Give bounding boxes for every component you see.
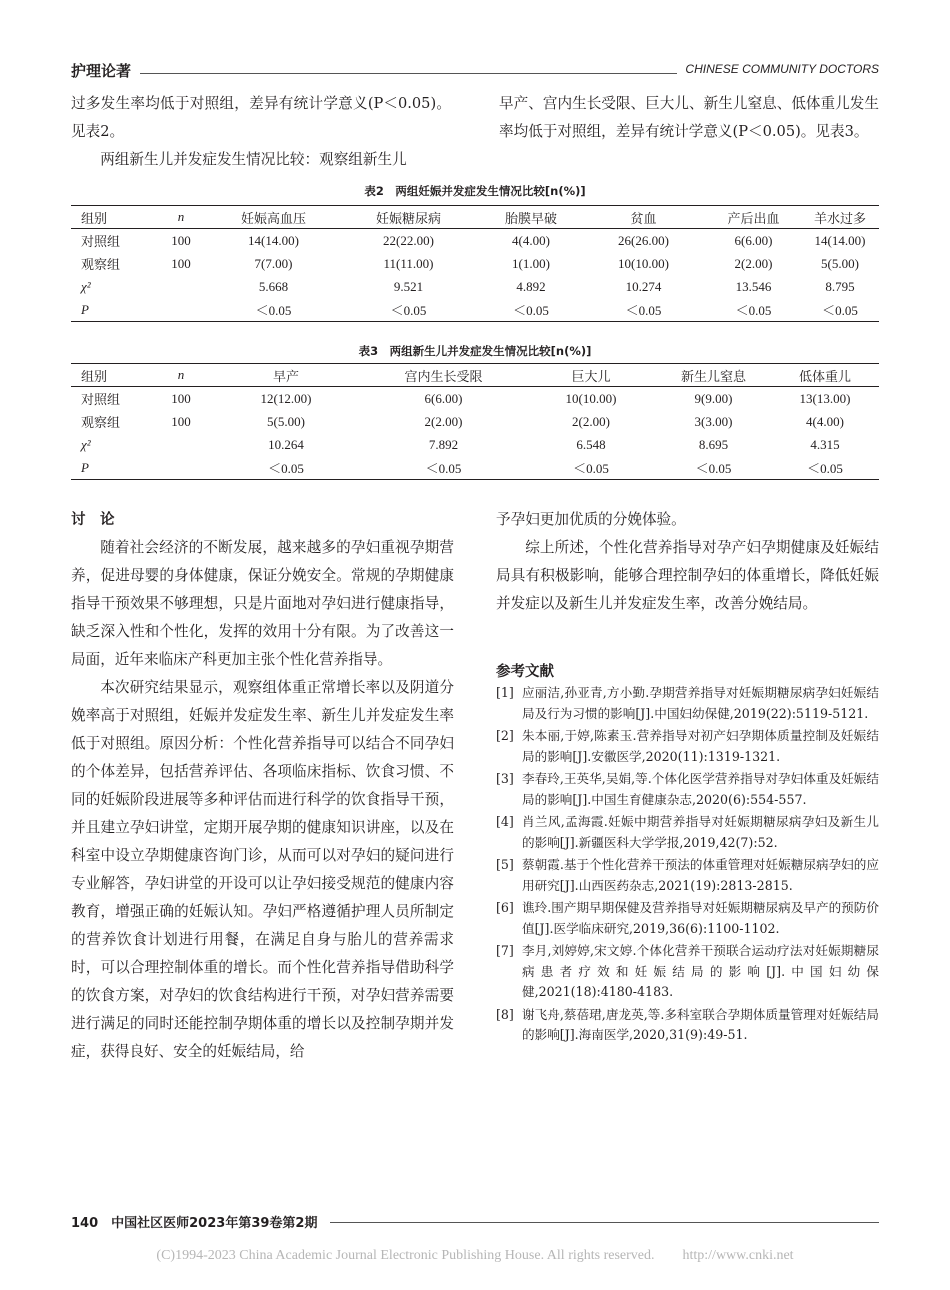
table2-cell: 5(5.00)	[821, 255, 859, 271]
discussion-heading: 讨 论	[71, 512, 115, 528]
table2-cell: 26(26.00)	[618, 232, 669, 248]
reference-text: 应丽洁,孙亚青,方小勤.孕期营养指导对妊娠期糖尿病孕妇妊娠结局及行为习惯的影响[J].中国妇幼保健,2019(22):5119-5121.	[522, 685, 879, 721]
table2-cell	[151, 298, 211, 322]
table3-cell: 对照组	[81, 392, 121, 407]
reference-text: 朱本丽,于婷,陈素玉.营养指导对初产妇孕期体质量控制及妊娠结局的影响[J].安徽医学,2020(11):1319-1321.	[522, 728, 879, 764]
reference-number: [8]	[496, 1006, 514, 1022]
table3-row	[71, 387, 879, 411]
reference-item	[496, 726, 879, 767]
table3-cell: 12(12.00)	[260, 390, 312, 406]
reference-number: [1]	[496, 685, 514, 700]
table3-cell: 观察组	[81, 415, 121, 430]
reference-text: 李春玲,王英华,吴娟,等.个体化医学营养指导对孕妇体重及妊娠结局的影响[J].中国生育健康杂志,2020(6):554-557.	[522, 771, 879, 807]
discussion-column	[71, 506, 454, 1066]
table2-header: 羊水过多	[801, 206, 879, 229]
reference-item	[496, 898, 879, 939]
table2-cell: 9.521	[393, 278, 424, 294]
reference-number: [7]	[496, 943, 514, 958]
table2-header: n	[151, 206, 211, 229]
top-left-column	[71, 90, 451, 174]
copyright-notice: (C)1994-2023 China Academic Journal Electronic Publishing House. All rights reserved. http://www.cnki.net	[156, 1248, 794, 1263]
table3-cell: ＜0.05	[211, 456, 361, 480]
table2-cell: 13.546	[735, 278, 772, 294]
table2-cell: 100	[171, 255, 191, 271]
table2-row	[71, 298, 879, 322]
journal-name: CHINESE COMMUNITY DOCTORS	[677, 62, 879, 76]
table2-cell: 11(11.00)	[383, 255, 434, 271]
table3-header: 宫内生长受限	[361, 364, 526, 387]
table3-cell: 9(9.00)	[694, 390, 733, 406]
table2-row	[71, 275, 879, 298]
right-column	[496, 506, 879, 618]
paragraph: 早产、宫内生长受限、巨大儿、新生儿窒息、低体重儿发生率均低于对照组，差异有统计学意义(P＜0.05)。见表3。	[499, 95, 879, 140]
section-label: 护理论著	[71, 62, 132, 80]
table2-cell: 对照组	[81, 234, 121, 249]
table3-cell: 10.264	[268, 436, 304, 452]
table2-cell: ＜0.05	[581, 298, 706, 322]
table3-header: 早产	[211, 364, 361, 387]
reference-text: 谢飞舟,蔡蓓珺,唐龙英,等.多科室联合孕期体质量管理对妊娠结局的影响[J].海南医学,2020,31(9):49-51.	[522, 1006, 879, 1042]
paragraph: 本次研究结果显示，观察组体重正常增长率以及阴道分娩率高于对照组，妊娠并发症发生率、新生儿并发症发生率低于对照组。原因分析：个性化营养指导可以结合不同孕妇的个体差异，包括营养评估、各项临床指标、饮食习惯、不同的妊娠阶段进展等多种评估而进行科学的饮食指导干预，并且建立孕妇讲堂，定期开展孕期的健康知识讲座，以及在科室中设立孕期健康咨询门诊，从而可以对孕妇的疑问进行专业解答，孕妇讲堂的开设可以让孕妇接受规范的健康内容教育，增强正确的妊娠认知。孕妇严格遵循护理人员所制定的营养饮食计划进行用餐，在满足自身与胎儿的营养需求时，可以合理控制体重的增长。而个性化营养指导借助科学的饮食方案，对孕妇的饮食结构进行干预，对孕妇营养需要进行满足的同时还能控制孕期体重的增长以及控制孕期并发症，获得良好、安全的妊娠结局，给	[71, 679, 454, 1060]
table3-cell: 2(2.00)	[572, 413, 610, 429]
table3-cell	[151, 456, 211, 480]
table2-cell: 4.892	[516, 278, 546, 294]
table2-cell: 100	[171, 232, 191, 248]
table3-cell: 2(2.00)	[424, 413, 463, 429]
table2-cell: 22(22.00)	[383, 232, 434, 248]
reference-item	[496, 1005, 879, 1046]
table3-header: 巨大儿	[526, 364, 656, 387]
reference-text: 谯玲.围产期早期保健及营养指导对妊娠期糖尿病及早产的预防价值[J].医学临床研究,2019,36(6):1100-1102.	[522, 900, 879, 936]
table2-header: 贫血	[581, 206, 706, 229]
references-list	[496, 683, 879, 1048]
table2-cell: 10(10.00)	[618, 255, 669, 271]
reference-number: [3]	[496, 771, 514, 786]
paragraph: 两组新生儿并发症发生情况比较：观察组新生儿	[100, 151, 407, 168]
table2-cell: 2(2.00)	[734, 255, 773, 271]
table2-cell: ＜0.05	[706, 298, 801, 322]
table3-cell: 4(4.00)	[806, 413, 844, 429]
table2	[71, 205, 879, 322]
reference-number: [2]	[496, 728, 514, 743]
table2-caption: 表2 两组妊娠并发症发生情况比较[n(%)]	[364, 184, 586, 198]
table2-cell: ＜0.05	[336, 298, 481, 322]
table2-header: 妊娠高血压	[211, 206, 336, 229]
table2-cell: 6(6.00)	[734, 232, 773, 248]
table3-row	[71, 456, 879, 480]
reference-number: [6]	[496, 900, 514, 915]
reference-item	[496, 941, 879, 1003]
paragraph: 予孕妇更加优质的分娩体验。	[496, 511, 686, 528]
table2-cell: 1(1.00)	[512, 255, 550, 271]
table3-cell: 4.315	[810, 436, 840, 452]
paragraph: 综上所述，个性化营养指导对孕产妇孕期健康及妊娠结局具有积极影响，能够合理控制孕妇的体重增长，降低妊娠并发症以及新生儿并发症发生率，改善分娩结局。	[496, 539, 879, 612]
table3-cell: 8.695	[698, 436, 729, 452]
paragraph: 过多发生率均低于对照组，差异有统计学意义(P＜0.05)。见表2。	[71, 95, 451, 140]
table3-row	[71, 433, 879, 456]
table3-cell: ＜0.05	[526, 456, 656, 480]
table2-cell: 14(14.00)	[814, 232, 866, 248]
table3-header: n	[151, 364, 211, 387]
reference-text: 肖兰风,孟海霞.妊娠中期营养指导对妊娠期糖尿病孕妇及新生儿的影响[J].新疆医科大学学报,2019,42(7):52.	[522, 814, 879, 850]
table3-cell: 5(5.00)	[267, 413, 305, 429]
table2-cell: 14(14.00)	[248, 232, 299, 248]
reference-item	[496, 769, 879, 810]
paragraph: 随着社会经济的不断发展，越来越多的孕妇重视孕期营养，促进母婴的身体健康，保证分娩安全。常规的孕期健康指导干预效果不够理想，只是片面地对孕妇进行健康指导，缺乏深入性和个性化，发挥的效用十分有限。为了改善这一局面，近年来临床产科更加主张个性化营养指导。	[71, 539, 454, 668]
reference-item	[496, 855, 879, 896]
table3-cell: P	[71, 456, 151, 480]
table3-header: 新生儿窒息	[656, 364, 771, 387]
reference-item	[496, 812, 879, 853]
table3-cell: 13(13.00)	[799, 390, 851, 406]
references-heading: 参考文献	[496, 664, 554, 680]
table2-cell: 8.795	[825, 278, 855, 294]
reference-text: 蔡朝霞.基于个性化营养干预法的体重管理对妊娠糖尿病孕妇的应用研究[J].山西医药杂志,2021(19):2813-2815.	[522, 857, 879, 893]
table3-header: 组别	[71, 364, 151, 387]
table2-cell: 10.274	[625, 278, 662, 294]
table3-cell: χ²	[81, 436, 91, 452]
table2-cell: χ²	[81, 278, 91, 294]
table3	[71, 363, 879, 480]
reference-item	[496, 683, 879, 724]
table2-cell: ＜0.05	[481, 298, 581, 322]
table2-cell: P	[71, 298, 151, 322]
table3-cell: 6(6.00)	[424, 390, 463, 406]
table2-row	[71, 252, 879, 275]
table3-cell: ＜0.05	[771, 456, 879, 480]
table3-cell: ＜0.05	[361, 456, 526, 480]
table2-header: 组别	[71, 206, 151, 229]
page-footer: 140 中国社区医师2023年第39卷第2期	[71, 1212, 323, 1231]
table2-cell: 7(7.00)	[254, 255, 293, 271]
table2-cell: 4(4.00)	[512, 232, 550, 248]
table3-cell: ＜0.05	[656, 456, 771, 480]
table2-header: 妊娠糖尿病	[336, 206, 481, 229]
table3-cell: 100	[171, 413, 191, 429]
table3-cell: 3(3.00)	[694, 413, 733, 429]
table3-caption: 表3 两组新生儿并发症发生情况比较[n(%)]	[358, 344, 592, 358]
reference-number: [4]	[496, 814, 514, 829]
table2-cell	[151, 275, 211, 298]
reference-text: 李月,刘婷婷,宋文婷.个体化营养干预联合运动疗法对妊娠期糖尿病患者疗效和妊娠结局的影响[J].中国妇幼保健,2021(18):4180-4183.	[522, 943, 879, 999]
footer-rule	[330, 1222, 879, 1223]
table3-row	[71, 410, 879, 433]
table2-cell: ＜0.05	[801, 298, 879, 322]
table3-cell: 10(10.00)	[565, 390, 617, 406]
table2-cell: 观察组	[81, 257, 121, 272]
table2-cell: ＜0.05	[211, 298, 336, 322]
table2-row	[71, 229, 879, 253]
table2-header: 胎膜早破	[481, 206, 581, 229]
table3-cell: 100	[171, 390, 191, 406]
reference-number: [5]	[496, 857, 514, 872]
table3-cell	[151, 433, 211, 456]
table3-cell: 7.892	[428, 436, 459, 452]
table3-header: 低体重儿	[771, 364, 879, 387]
table2-cell: 5.668	[258, 278, 289, 294]
top-right-column	[499, 90, 879, 146]
table2-header: 产后出血	[706, 206, 801, 229]
table3-cell: 6.548	[576, 436, 606, 452]
